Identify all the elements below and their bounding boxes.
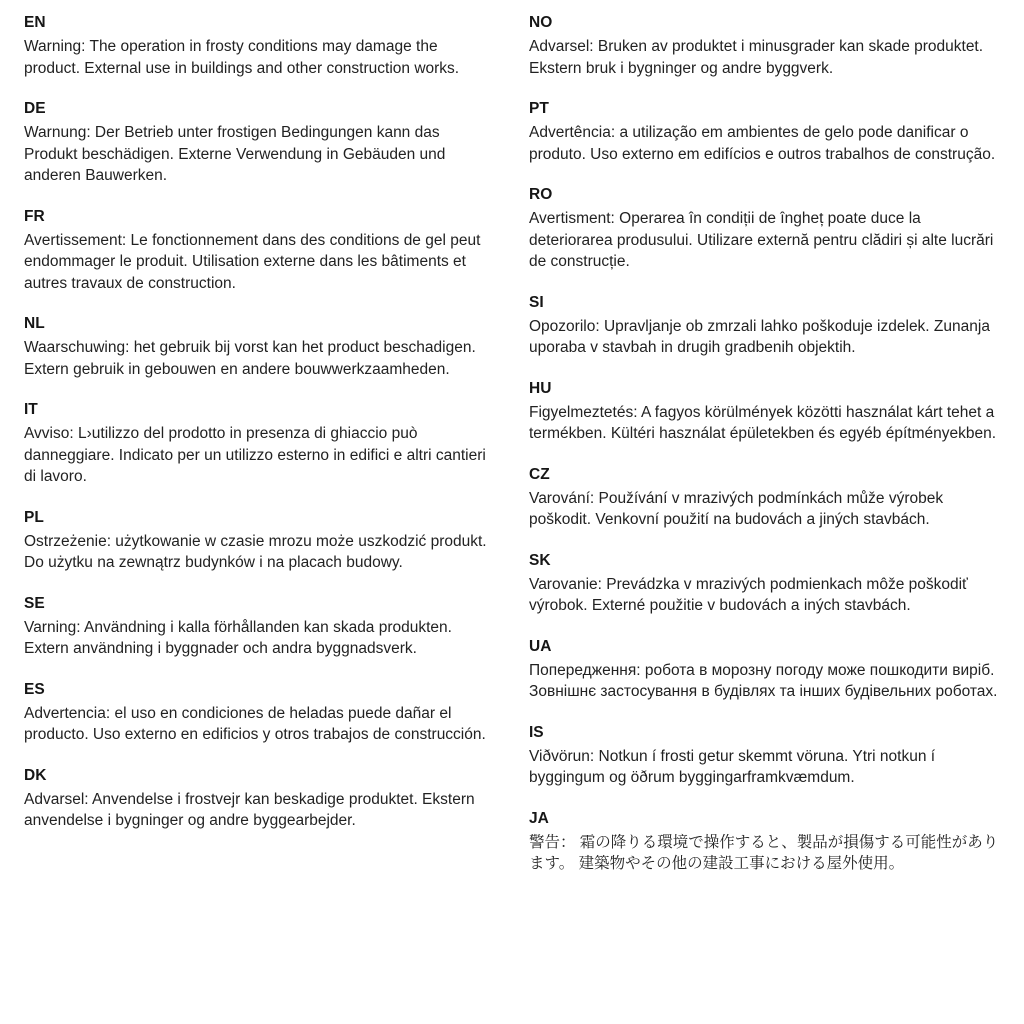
language-code-ja: JA — [529, 809, 549, 827]
section-it — [24, 399, 495, 488]
warning-text-se: Varning: Användning i kalla förhållanden kan skada produkten. Extern användning i byggnader och andra byggnadsverk. — [24, 618, 452, 657]
section-hu — [529, 378, 1000, 445]
warning-text-si: Opozorilo: Upravljanje ob zmrzali lahko poškoduje izdelek. Zunanja uporaba v stavbah in drugih gradbenih objektih. — [529, 317, 990, 356]
warning-text-de: Warnung: Der Betrieb unter frostigen Bedingungen kann das Produkt beschädigen. Externe Verwendung in Gebäuden und anderen Bauwerken. — [24, 124, 446, 184]
language-code-ro: RO — [529, 186, 553, 203]
language-code-sk: SK — [529, 551, 551, 569]
warning-text-es: Advertencia: el uso en condiciones de heladas puede dañar el producto. Uso externo en edificios y otros trabajos de construcción. — [24, 704, 486, 743]
language-code-fr: FR — [24, 207, 45, 225]
section-es — [24, 679, 495, 746]
right-column — [529, 12, 1000, 894]
warning-text-fr: Avertissement: Le fonctionnement dans des conditions de gel peut endommager le produit. Utilisation externe dans les bâtiments et autres travaux de construction. — [24, 231, 481, 292]
warning-text-dk: Advarsel: Anvendelse i frostvejr kan beskadige produktet. Ekstern anvendelse i bygninger og andre byggearbejder. — [24, 790, 475, 829]
language-code-pt: PT — [529, 100, 549, 117]
section-no — [529, 12, 1000, 79]
warning-text-no: Advarsel: Bruken av produktet i minusgrader kan skade produktet. Ekstern bruk i bygninger og andre byggverk. — [529, 38, 984, 77]
warning-text-nl: Waarschuwing: het gebruik bij vorst kan het product beschadigen. Extern gebruik in gebouwen en andere bouwwerkzaamheden. — [24, 339, 476, 378]
section-dk — [24, 765, 495, 832]
section-pl — [24, 507, 495, 574]
language-code-is: IS — [529, 723, 544, 741]
warning-text-sk: Varovanie: Prevádzka v mrazivých podmienkach môže poškodiť výrobok. Externé použitie v budovách a iných stavbách. — [529, 575, 968, 614]
left-column — [24, 12, 495, 851]
language-code-pl: PL — [24, 508, 44, 526]
language-code-en: EN — [24, 14, 46, 31]
warning-text-ja: 警告： 霜の降りる環境で操作すると、製品が損傷する可能性があります。 建築物やその他の建設工事における屋外使用。 — [529, 833, 999, 872]
language-code-es: ES — [24, 680, 45, 698]
warning-text-pt: Advertência: a utilização em ambientes de gelo pode danificar o produto. Uso externo em edifícios e outros trabalhos de construção. — [529, 124, 996, 163]
warning-text-it: Avviso: L›utilizzo del prodotto in presenza di ghiaccio può danneggiare. Indicato per un utilizzo esterno in edifici e altri cantieri di lavoro. — [24, 425, 486, 485]
section-ro — [529, 184, 1000, 273]
section-se — [24, 593, 495, 660]
warning-text-pl: Ostrzeżenie: użytkowanie w czasie mrozu może uszkodzić produkt. Do użytku na zewnątrz budynków i na placach budowy. — [24, 532, 487, 571]
section-nl — [24, 313, 495, 380]
language-code-si: SI — [529, 293, 544, 311]
language-code-it: IT — [24, 401, 38, 418]
language-code-ua: UA — [529, 637, 552, 655]
warning-text-ro: Avertisment: Operarea în condiții de îngheț poate duce la deteriorarea produsului. Utilizare externă pentru clădiri și alte lucrări de construcție. — [529, 210, 994, 270]
warning-text-is: Viðvörun: Notkun í frosti getur skemmt vöruna. Ytri notkun í byggingum og öðrum byggingarframkvæmdum. — [529, 747, 936, 786]
language-code-no: NO — [529, 14, 553, 31]
warning-text-cz: Varování: Používání v mrazivých podmínkách může výrobek poškodit. Venkovní použití na budovách a jiných stavbách. — [529, 489, 944, 528]
language-code-de: DE — [24, 100, 46, 117]
warning-text-hu: Figyelmeztetés: A fagyos körülmények közötti használat kárt tehet a termékben. Kültéri használat épületekben és egyéb építményekben. — [529, 403, 997, 442]
language-code-se: SE — [24, 594, 45, 612]
section-de — [24, 98, 495, 187]
section-sk — [529, 550, 1000, 617]
language-code-nl: NL — [24, 315, 45, 332]
language-code-cz: CZ — [529, 465, 550, 483]
section-is — [529, 722, 1000, 789]
language-code-hu: HU — [529, 379, 552, 397]
section-ja — [529, 808, 1000, 875]
language-code-dk: DK — [24, 766, 47, 784]
section-fr — [24, 206, 495, 295]
section-ua — [529, 636, 1000, 703]
section-en — [24, 12, 495, 79]
warning-text-ua: Попередження: робота в морозну погоду може пошкодити виріб. Зовнішнє застосування в будівлях та інших будівельних роботах. — [529, 661, 998, 700]
warning-text-en: Warning: The operation in frosty conditions may damage the product. External use in buildings and other construction works. — [24, 38, 460, 77]
section-pt — [529, 98, 1000, 165]
section-cz — [529, 464, 1000, 531]
section-si — [529, 292, 1000, 359]
